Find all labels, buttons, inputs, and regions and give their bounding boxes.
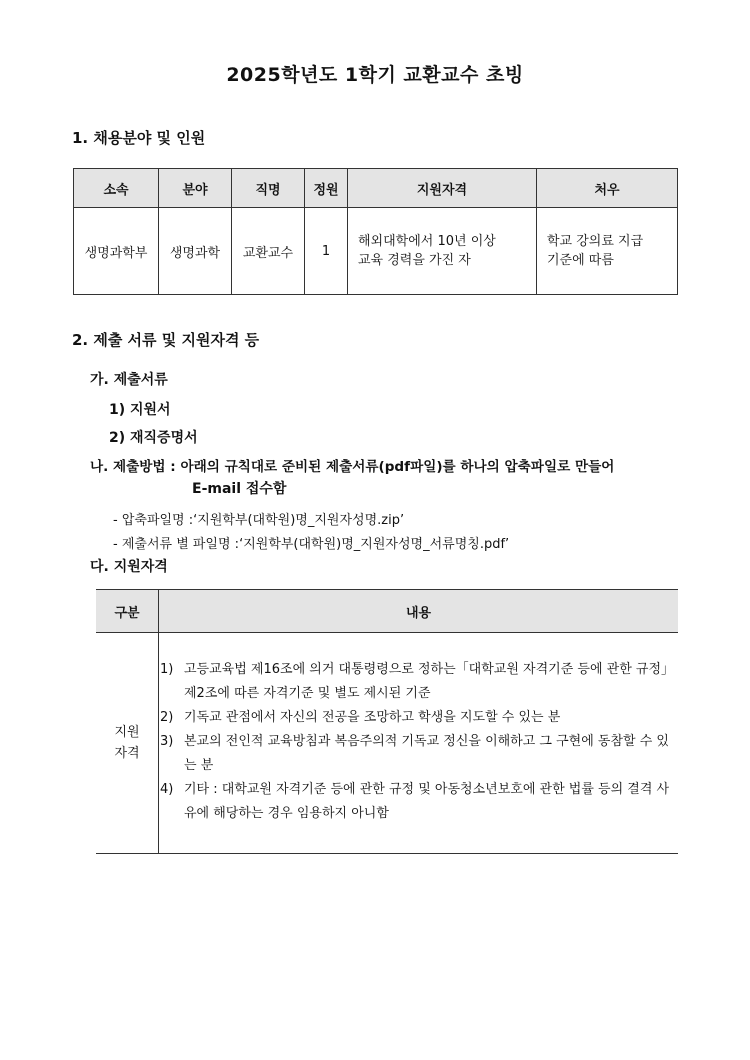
treatment-line-1: 학교 강의료 지급	[547, 234, 644, 249]
cell-treatment	[537, 208, 678, 295]
table-header-row	[74, 169, 678, 208]
category-cell	[96, 633, 159, 854]
column-header-quota: 정원	[305, 169, 348, 208]
table-header-row	[96, 590, 678, 633]
table-row	[96, 633, 678, 854]
item-text: 고등교육법 제16조에 의거 대통령령으로 정하는「대학교원 자격기준 등에 관한 규정」제2조에 따른 자격기준 및 별도 제시된 기준	[184, 662, 668, 701]
column-header-content: 내용	[159, 590, 679, 633]
doc-filename-rule: - 제출서류 별 파일명 :‘지원학부(대학원)명_지원자성명_서류명칭.pdf’	[113, 537, 510, 552]
list-item	[160, 706, 671, 730]
subsection-a-label: 가. 제출서류	[90, 372, 168, 388]
subsection-b-label: 나. 제출방법 : 아래의 규칙대로 준비된 제출서류(pdf파일)를 하나의 압축파일로 만들어	[90, 459, 615, 475]
column-header-qualification: 지원자격	[348, 169, 537, 208]
document-item-1: 1) 지원서	[109, 402, 171, 418]
qualification-line-1: 해외대학에서 10년 이상	[358, 234, 496, 249]
cell-qualification	[348, 208, 537, 295]
cell-affiliation: 생명과학부	[74, 208, 159, 295]
item-number: 2)	[160, 710, 174, 725]
category-line-2: 자격	[114, 746, 140, 761]
subsection-c-label: 다. 지원자격	[90, 559, 168, 575]
qualification-table	[96, 589, 678, 854]
cell-field: 생명과학	[159, 208, 232, 295]
item-number: 4)	[160, 782, 174, 797]
section1-heading: 1. 채용분야 및 인원	[72, 129, 206, 147]
section2-heading: 2. 제출 서류 및 지원자격 등	[72, 331, 260, 349]
item-text: 기타 : 대학교원 자격기준 등에 관한 규정 및 아동청소년보호에 관한 법률 등의 결격 사유에 해당하는 경우 임용하지 아니함	[184, 782, 670, 821]
item-text: 본교의 전인적 교육방침과 복음주의적 기독교 정신을 이해하고 그 구현에 동참할 수 있는 분	[184, 734, 669, 773]
qualification-line-2: 교육 경력을 가진 자	[358, 253, 471, 268]
cell-quota: 1	[305, 208, 348, 295]
column-header-category: 구분	[96, 590, 159, 633]
column-header-field: 분야	[159, 169, 232, 208]
item-number: 3)	[160, 734, 174, 749]
recruitment-table	[73, 168, 678, 295]
column-header-affiliation: 소속	[74, 169, 159, 208]
content-cell	[159, 633, 679, 854]
column-header-treatment: 처우	[537, 169, 678, 208]
category-line-1: 지원	[114, 725, 140, 740]
document-item-2: 2) 재직증명서	[109, 430, 198, 446]
list-item	[160, 778, 671, 826]
item-text: 기독교 관점에서 자신의 전공을 조망하고 학생을 지도할 수 있는 분	[184, 710, 561, 725]
list-item	[160, 658, 671, 706]
treatment-line-2: 기준에 따름	[547, 253, 614, 268]
qualification-list	[160, 634, 677, 852]
cell-position: 교환교수	[232, 208, 305, 295]
document-title: 2025학년도 1학기 교환교수 초빙	[226, 64, 524, 86]
item-number: 1)	[160, 662, 174, 677]
table-row	[74, 208, 678, 295]
zip-filename-rule: - 압축파일명 :‘지원학부(대학원)명_지원자성명.zip’	[113, 513, 405, 528]
subsection-b-label-cont: E-mail 접수함	[192, 481, 287, 497]
list-item	[160, 730, 671, 778]
column-header-position: 직명	[232, 169, 305, 208]
